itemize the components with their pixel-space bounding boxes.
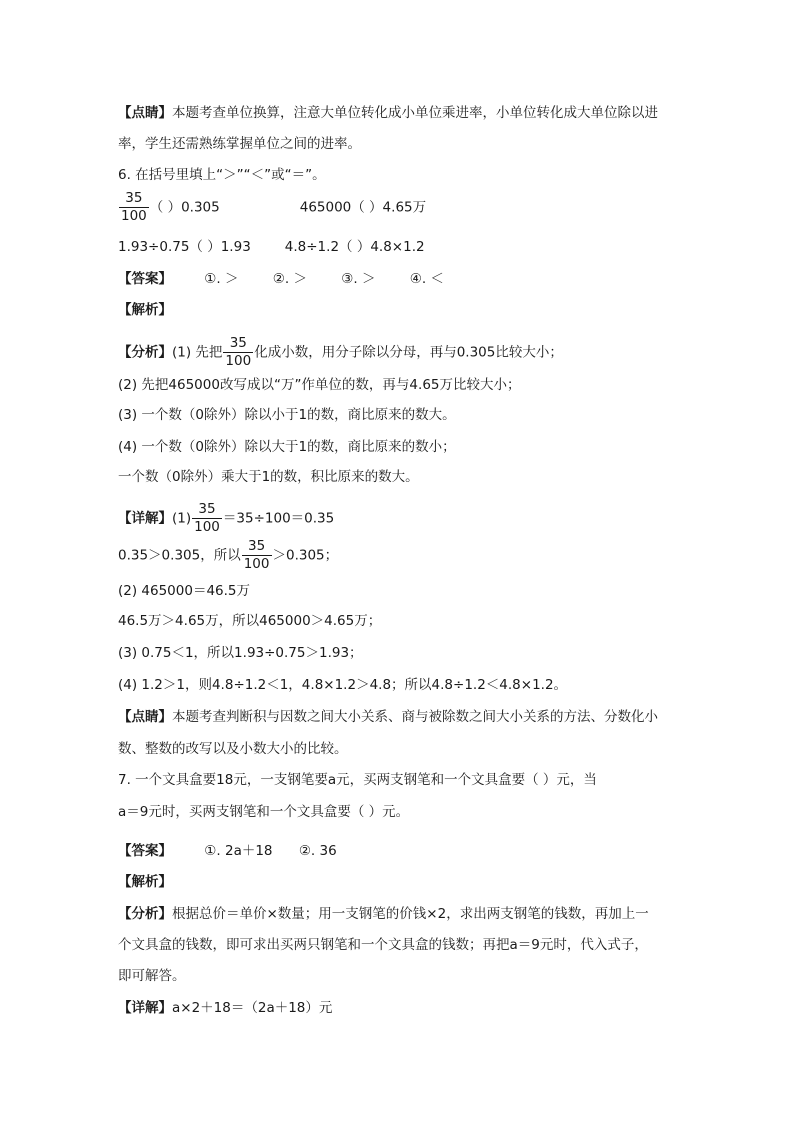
jiexi-tag-7: 【解析】: [118, 874, 172, 890]
fenxi-6-line-4: (4) 一个数（0除外）除以大于1的数，商比原来的数小；: [118, 439, 456, 455]
xiangjie-6-line-2: 0.35＞0.305，所以 $\frac{35}{100}$ ＞0.305；: [118, 538, 339, 572]
dianjing-tag: 【点睛】: [118, 105, 172, 121]
xiangjie-6-line-5: (3) 0.75＜1，所以1.93÷0.75＞1.93；: [118, 645, 363, 661]
fenxi-6-line-5: 一个数（0除外）乘大于1的数，积比原来的数大。: [118, 469, 419, 485]
dianjing-6-line-2: 数、整数的改写以及小数大小的比较。: [118, 741, 348, 757]
question-6-title: 6. 在括号里填上“＞”“＜”或“＝”。: [118, 167, 326, 183]
answer-6: 【答案】 ①. ＞ ②. ＞ ③. ＞ ④. ＜: [118, 271, 444, 287]
answer-7: 【答案】 ①. 2a＋18 ②. 36: [118, 843, 337, 859]
fenxi-6-line-2: (2) 先把465000改写成以“万”作单位的数，再与4.65万比较大小；: [118, 377, 521, 393]
question-7-line-1: 7. 一个文具盒要18元，一支钢笔要a元，买两支钢笔和一个文具盒要（ ）元，当: [118, 772, 597, 788]
fenxi-6-line-3: (3) 一个数（0除外）除以小于1的数，商比原来的数大。: [118, 407, 456, 423]
answer-tag: 【答案】: [118, 271, 172, 287]
fraction-35-100: $\frac{35}{100}$: [225, 335, 252, 369]
question-6-row-1: $\frac{35}{100}$ （ ）0.305 465000（ ）4.65万: [121, 190, 427, 224]
dianjing-6-line-1: 【点睛】本题考查判断积与因数之间大小关系、商与被除数之间大小关系的方法、分数化小: [118, 709, 658, 725]
fraction-35-100: $\frac{35}{100}$: [243, 538, 270, 572]
question-7-line-2: a＝9元时，买两支钢笔和一个文具盒要（ ）元。: [118, 804, 410, 820]
jiexi-tag-6: 【解析】: [118, 302, 172, 318]
fraction-35-100: $\frac{35}{100}$: [121, 190, 147, 224]
answer-tag: 【答案】: [118, 843, 172, 859]
fenxi-7-line-3: 即可解答。: [118, 968, 186, 984]
xiangjie-6-line-3: (2) 465000＝46.5万: [118, 583, 251, 599]
fenxi-7-line-2: 个文具盒的钱数，即可求出买两只钢笔和一个文具盒的钱数；再把a＝9元时，代入式子，: [118, 937, 648, 953]
fenxi-6-line-1: 【分析】(1) 先把 $\frac{35}{100}$ 化成小数，用分子除以分母，再与0.305比较大小；: [118, 335, 563, 369]
dianjing-line-1: 【点睛】本题考查单位换算，注意大单位转化成小单位乘进率，小单位转化成大单位除以进: [118, 105, 658, 121]
xiangjie-6-line-4: 46.5万＞4.65万，所以465000＞4.65万；: [118, 613, 382, 629]
fraction-35-100: $\frac{35}{100}$: [194, 501, 220, 535]
xiangjie-6-line-1: 【详解】(1) $\frac{35}{100}$ ＝35÷100＝0.35: [118, 501, 335, 535]
fenxi-7-line-1: 【分析】根据总价＝单价×数量；用一支钢笔的价钱×2，求出两支钢笔的钱数，再加上一: [118, 906, 649, 922]
xiangjie-7-line-1: 【详解】a×2＋18＝（2a＋18）元: [118, 1000, 333, 1016]
dianjing-line-2: 率，学生还需熟练掌握单位之间的进率。: [118, 136, 361, 152]
xiangjie-6-line-6: (4) 1.2＞1，则4.8÷1.2＜1，4.8×1.2＞4.8；所以4.8÷1.2＜4.8×1.2。: [118, 677, 568, 693]
question-6-row-2: 1.93÷0.75（ ）1.93 4.8÷1.2（ ）4.8×1.2: [118, 239, 425, 255]
